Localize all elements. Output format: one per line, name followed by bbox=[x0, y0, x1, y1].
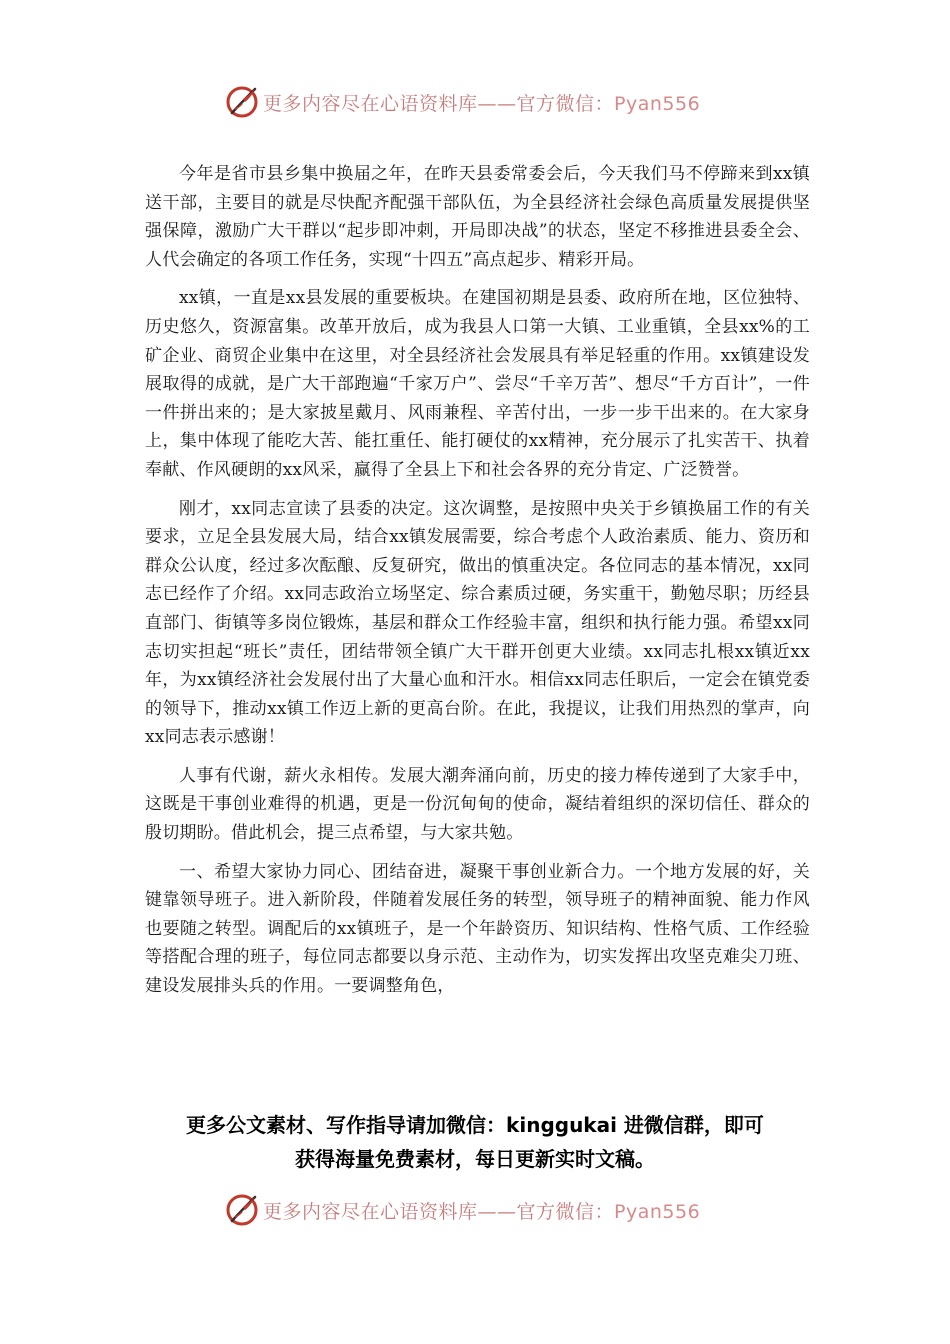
footer-wechat-id: Pyan556 bbox=[614, 1200, 701, 1223]
promo-line-2: 获得海量免费素材，每日更新实时文稿。 bbox=[295, 1147, 655, 1171]
footer-wechat-label: 官方微信： bbox=[516, 1200, 615, 1223]
paragraph-5: 一、希望大家协力同心、团结奋进，凝聚干事创业新合力。一个地方发展的好，关键靠领导班子。进入新阶段，伴随着发展任务的转型，领导班子的精神面貌、能力作风也要随之转型。调配后的xx镇班子，是一个年龄资历、知识结构、性格气质、工作经验等搭配合理的班子，每位同志都要以身示范、主动作为，切实发挥出攻坚克难尖刀班、建设发展排头兵的作用。一要调整角色， bbox=[145, 861, 810, 997]
header-wechat-id: Pyan556 bbox=[614, 92, 701, 115]
paragraph-2: xx镇，一直是xx县发展的重要板块。在建国初期是县委、政府所在地，区位独特、历史悠久，资源富集。改革开放后，成为我县人口第一大镇、工业重镇，全县xx%的工矿企业、商贸企业集中在这里，对全县经济社会发展具有举足轻重的作用。xx镇建设发展取得的成就，是广大干部跑遍“千家万户”、尝尽“千辛万苦”、想尽“千方百计”，一件一件拼出来的；是大家披星戴月、风雨兼程、辛苦付出，一步一步干出来的。在大家身上，集中体现了能吃大苦、能扛重任、能打硬仗的xx精神，充分展示了扎实苦干、执着奉献、作风硬朗的xx风采，赢得了全县上下和社会各界的充分肯定、广泛赞誉。 bbox=[145, 288, 810, 480]
quill-logo-icon bbox=[225, 85, 259, 119]
footer-site-name: 更多内容尽在心语资料库 bbox=[263, 1200, 478, 1223]
footer-banner-text bbox=[263, 1197, 700, 1224]
paragraph-3: 刚才，xx同志宣读了县委的决定。这次调整，是按照中央关于乡镇换届工作的有关要求，立足全县发展大局，结合xx镇发展需要，综合考虑个人政治素质、能力、资历和群众公认度，经过多次酝酿、反复研究，做出的慎重决定。各位同志的基本情况，xx同志已经作了介绍。xx同志政治立场坚定、综合素质过硬，务实重干，勤勉尽职；历经县直部门、街镇等多岗位锻炼，基层和群众工作经验丰富，组织和执行能力强。希望xx同志切实担起“班长”责任，团结带领全镇广大干群开创更大业绩。xx同志扎根xx镇近xx年，为xx镇经济社会发展付出了大量心血和汗水。相信xx同志任职后，一定会在镇党委的领导下，推动xx镇工作迈上新的更高台阶。在此，我提议，让我们用热烈的掌声，向xx同志表示感谢！ bbox=[145, 498, 810, 748]
header-watermark-banner bbox=[225, 82, 725, 122]
footer-watermark-banner bbox=[225, 1190, 725, 1230]
quill-logo-icon bbox=[225, 1193, 259, 1227]
promo-line-1: 更多公文素材、写作指导请加微信：kinggukai 进微信群，即可 bbox=[186, 1113, 764, 1137]
document-body bbox=[145, 160, 810, 1011]
paragraph-4: 人事有代谢，薪火永相传。发展大潮奔涌向前，历史的接力棒传递到了大家手中，这既是干事创业难得的机遇，更是一份沉甸甸的使命，凝结着组织的深切信任、群众的殷切期盼。借此机会，提三点希望，与大家共勉。 bbox=[145, 765, 810, 844]
header-wechat-label: 官方微信： bbox=[516, 92, 615, 115]
header-banner-text bbox=[263, 89, 700, 116]
header-site-name: 更多内容尽在心语资料库 bbox=[263, 92, 478, 115]
header-dash: —— bbox=[477, 92, 517, 115]
footer-dash: —— bbox=[477, 1200, 517, 1223]
promo-notice bbox=[120, 1108, 830, 1176]
paragraph-1: 今年是省市县乡集中换届之年，在昨天县委常委会后，今天我们马不停蹄来到xx镇送干部，主要目的就是尽快配齐配强干部队伍，为全县经济社会绿色高质量发展提供坚强保障，激励广大干群以“起步即冲刺，开局即决战”的状态，坚定不移推进县委全会、人代会确定的各项工作任务，实现“十四五”高点起步、精彩开局。 bbox=[145, 164, 810, 270]
